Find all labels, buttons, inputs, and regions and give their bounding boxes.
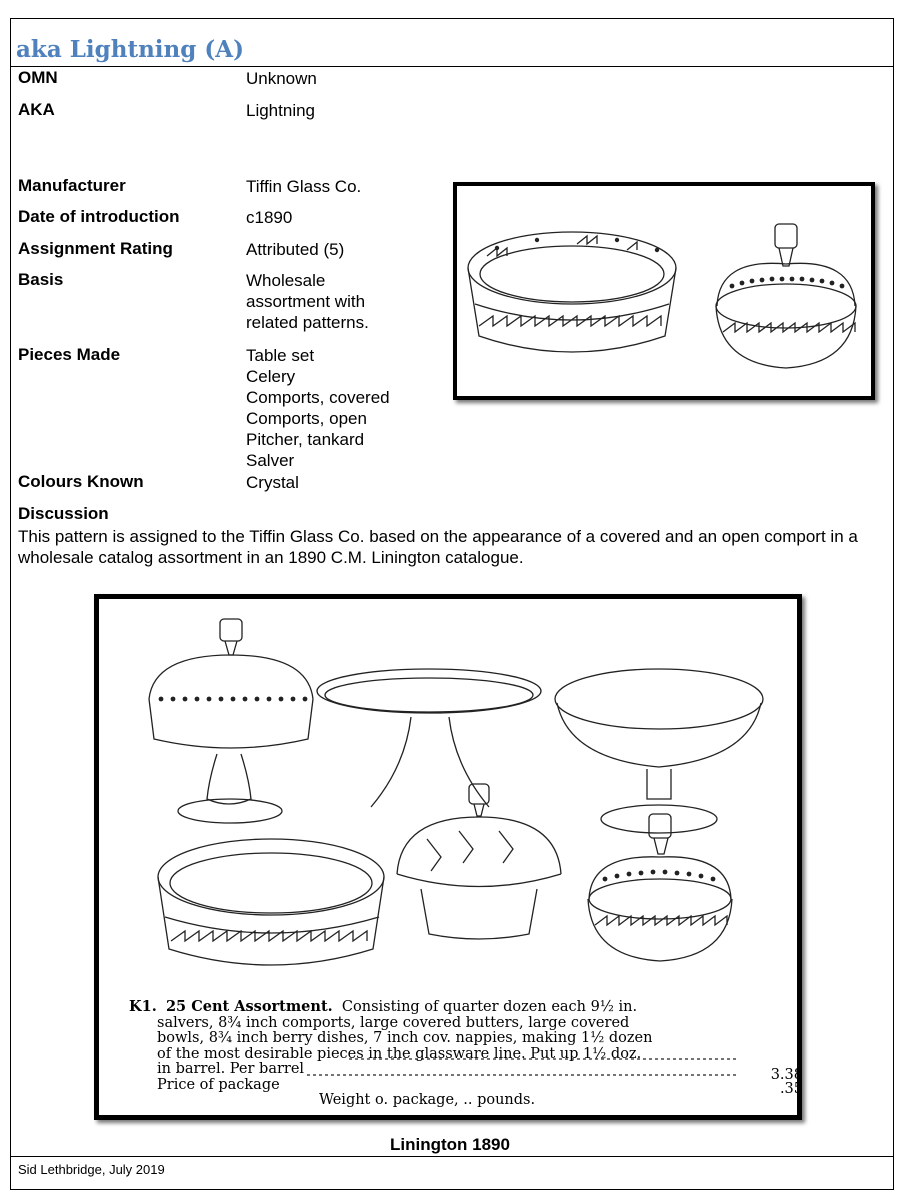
catalogue-code: K1. (129, 998, 157, 1015)
field-value-manufacturer: Tiffin Glass Co. (246, 177, 362, 196)
field-label-omn: OMN (18, 68, 58, 87)
field-label-date: Date of introduction (18, 207, 180, 226)
field-label-manufacturer: Manufacturer (18, 176, 126, 195)
field-value-pieces: Table set Celery Comports, covered Comports, open Pitcher, tankard Salver (246, 346, 390, 470)
footer-divider (10, 1156, 894, 1157)
catalogue-photo (94, 594, 802, 1120)
title-divider (10, 66, 894, 67)
field-value-colours: Crystal (246, 473, 299, 492)
pattern-photo (453, 182, 875, 400)
price-per-barrel: 3.38 (770, 1067, 803, 1083)
figure-caption: Linington 1890 (390, 1135, 510, 1154)
field-label-aka: AKA (18, 100, 55, 119)
field-label-basis: Basis (18, 270, 64, 289)
discussion-heading: Discussion (18, 504, 109, 523)
field-label-rating: Assignment Rating (18, 239, 173, 258)
field-value-omn: Unknown (246, 69, 317, 88)
discussion-text: This pattern is assigned to the Tiffin Glass Co. based on the appearance of a covered and an open comport in a wholesale catalog assortment in an 1890 C.M. Linington catalogue. (18, 527, 858, 567)
pattern-illustration (457, 186, 871, 396)
field-value-date: c1890 (246, 208, 293, 227)
field-value-rating: Attributed (5) (246, 240, 345, 259)
price-of-package: .35 (779, 1080, 803, 1097)
footer-credit: Sid Lethbridge, July 2019 (18, 1162, 165, 1177)
field-label-colours: Colours Known (18, 472, 144, 491)
field-value-aka: Lightning (246, 101, 316, 120)
catalogue-text: K1. 25 Cent Assortment. Consisting of quarter dozen each 9½ in. salvers, 8¾ inch comports, large covered butters, large covered bowls, 8¾ inch berry dishes, 7 inch cov. nappies, making 1½ dozen of the most desirable pieces in the glassware line. Put up 1½ doz. in barrel. Per barrel 3.38 Price of package .35 Weight o. package, .. pounds. (129, 998, 803, 1108)
page-title: aka Lightning (A) (16, 36, 244, 63)
field-value-basis: Wholesale assortment with related patterns. (246, 271, 369, 332)
field-label-pieces: Pieces Made (18, 345, 121, 364)
catalogue-heading: 25 Cent Assortment. (165, 998, 333, 1015)
